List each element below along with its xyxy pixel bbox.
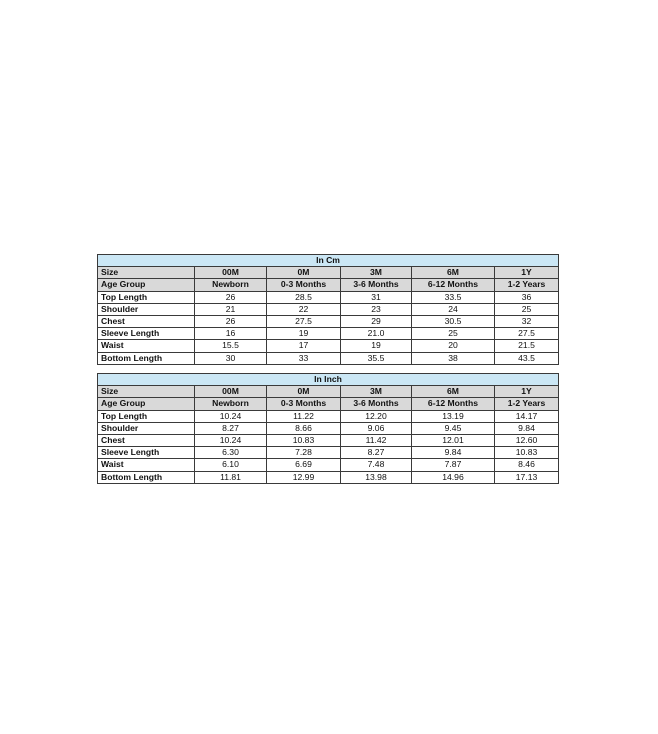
measurement-cell: 10.83 [495, 447, 559, 459]
table-row [98, 422, 559, 434]
measurement-cell: 26 [195, 291, 267, 303]
header-cell: 3M [341, 267, 412, 279]
measurement-cell: 22 [267, 303, 341, 315]
header-cell: 1-2 Years [495, 279, 559, 291]
measurement-cell: 30 [195, 352, 267, 364]
table-row [98, 315, 559, 327]
measurement-cell: 7.48 [341, 459, 412, 471]
measurement-cell: 12.99 [267, 471, 341, 483]
measurement-cell: 11.81 [195, 471, 267, 483]
measurement-cell: 6.69 [267, 459, 341, 471]
header-cell: 6-12 Months [412, 279, 495, 291]
header-cell: 0M [267, 267, 341, 279]
measurement-cell: 17.13 [495, 471, 559, 483]
table-row [98, 471, 559, 483]
measurement-cell: 14.96 [412, 471, 495, 483]
size-header-row [98, 386, 559, 398]
measurement-cell: 16 [195, 328, 267, 340]
row-label: Size [98, 267, 195, 279]
measurement-cell: 27.5 [267, 315, 341, 327]
measurement-cell: 12.60 [495, 434, 559, 446]
measurement-cell: 21 [195, 303, 267, 315]
measurement-cell: 9.84 [495, 422, 559, 434]
table-row [98, 303, 559, 315]
table-row [98, 434, 559, 446]
measurement-cell: 15.5 [195, 340, 267, 352]
table-title-row [98, 255, 559, 267]
table-title: In Inch [98, 374, 559, 386]
measurement-cell: 12.01 [412, 434, 495, 446]
table-row [98, 352, 559, 364]
row-label: Age Group [98, 398, 195, 410]
measurement-cell: 9.84 [412, 447, 495, 459]
measurement-cell: 12.20 [341, 410, 412, 422]
header-cell: Newborn [195, 398, 267, 410]
measurement-cell: 10.24 [195, 434, 267, 446]
measurement-cell: 43.5 [495, 352, 559, 364]
measurement-cell: 31 [341, 291, 412, 303]
measurement-cell: 21.5 [495, 340, 559, 352]
measurement-cell: 8.66 [267, 422, 341, 434]
measurement-cell: 9.45 [412, 422, 495, 434]
measurement-cell: 8.27 [195, 422, 267, 434]
size-chart-cm-table [97, 254, 559, 365]
row-label: Shoulder [98, 422, 195, 434]
measurement-cell: 26 [195, 315, 267, 327]
measurement-cell: 20 [412, 340, 495, 352]
table-row [98, 459, 559, 471]
measurement-cell: 6.30 [195, 447, 267, 459]
header-cell: 6-12 Months [412, 398, 495, 410]
table-title: In Cm [98, 255, 559, 267]
age-group-header-row [98, 279, 559, 291]
measurement-cell: 19 [267, 328, 341, 340]
measurement-cell: 23 [341, 303, 412, 315]
measurement-cell: 7.28 [267, 447, 341, 459]
measurement-cell: 14.17 [495, 410, 559, 422]
header-cell: 1Y [495, 267, 559, 279]
header-cell: 3M [341, 386, 412, 398]
table-row [98, 447, 559, 459]
measurement-cell: 10.83 [267, 434, 341, 446]
row-label: Sleeve Length [98, 447, 195, 459]
measurement-cell: 29 [341, 315, 412, 327]
table-row [98, 340, 559, 352]
row-label: Bottom Length [98, 471, 195, 483]
measurement-cell: 13.19 [412, 410, 495, 422]
measurement-cell: 11.22 [267, 410, 341, 422]
row-label: Chest [98, 315, 195, 327]
measurement-cell: 8.27 [341, 447, 412, 459]
header-cell: 00M [195, 386, 267, 398]
measurement-cell: 17 [267, 340, 341, 352]
measurement-cell: 10.24 [195, 410, 267, 422]
measurement-cell: 33.5 [412, 291, 495, 303]
header-cell: 3-6 Months [341, 279, 412, 291]
measurement-cell: 28.5 [267, 291, 341, 303]
measurement-cell: 30.5 [412, 315, 495, 327]
row-label: Top Length [98, 410, 195, 422]
size-header-row [98, 267, 559, 279]
measurement-cell: 13.98 [341, 471, 412, 483]
table-row [98, 410, 559, 422]
header-cell: 0M [267, 386, 341, 398]
table-row [98, 291, 559, 303]
measurement-cell: 9.06 [341, 422, 412, 434]
row-label: Shoulder [98, 303, 195, 315]
row-label: Waist [98, 340, 195, 352]
header-cell: 0-3 Months [267, 398, 341, 410]
header-cell: 1Y [495, 386, 559, 398]
measurement-cell: 25 [412, 328, 495, 340]
measurement-cell: 21.0 [341, 328, 412, 340]
measurement-cell: 25 [495, 303, 559, 315]
measurement-cell: 24 [412, 303, 495, 315]
table-title-row [98, 374, 559, 386]
row-label: Top Length [98, 291, 195, 303]
row-label: Sleeve Length [98, 328, 195, 340]
measurement-cell: 7.87 [412, 459, 495, 471]
row-label: Waist [98, 459, 195, 471]
header-cell: 0-3 Months [267, 279, 341, 291]
row-label: Chest [98, 434, 195, 446]
row-label: Age Group [98, 279, 195, 291]
table-row [98, 328, 559, 340]
size-chart-inch-table [97, 373, 559, 484]
measurement-cell: 32 [495, 315, 559, 327]
header-cell: 6M [412, 386, 495, 398]
measurement-cell: 11.42 [341, 434, 412, 446]
measurement-cell: 38 [412, 352, 495, 364]
measurement-cell: 8.46 [495, 459, 559, 471]
header-cell: Newborn [195, 279, 267, 291]
header-cell: 1-2 Years [495, 398, 559, 410]
measurement-cell: 27.5 [495, 328, 559, 340]
header-cell: 6M [412, 267, 495, 279]
age-group-header-row [98, 398, 559, 410]
measurement-cell: 19 [341, 340, 412, 352]
measurement-cell: 35.5 [341, 352, 412, 364]
header-cell: 00M [195, 267, 267, 279]
header-cell: 3-6 Months [341, 398, 412, 410]
row-label: Bottom Length [98, 352, 195, 364]
measurement-cell: 33 [267, 352, 341, 364]
measurement-cell: 36 [495, 291, 559, 303]
row-label: Size [98, 386, 195, 398]
measurement-cell: 6.10 [195, 459, 267, 471]
